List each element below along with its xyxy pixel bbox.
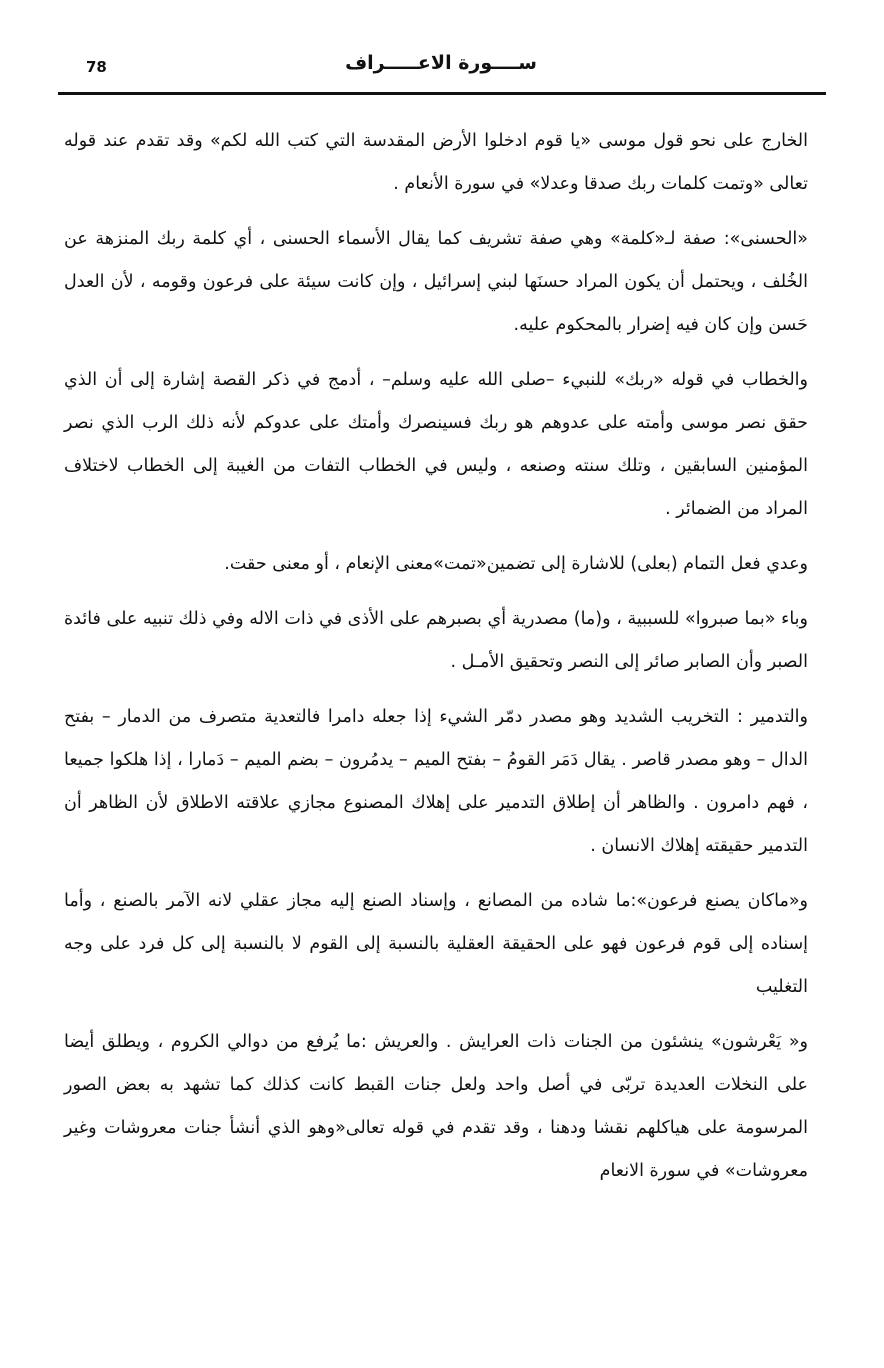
page-number: 78 (86, 58, 107, 76)
paragraph: والتدمير : التخريب الشديد وهو مصدر دمّر الشيء إذا جعله دامرا فالتعدية متصرف من الدمار – بفتح الدال – وهو مصدر قاصر . يقال دَمَر القومُ – بفتح الميم – يدمُرون – بضم الميم – دَمارا ، إذا هلكوا جميعا ، فهم دامرون . والظاهر أن إطلاق التدمير على إهلاك المصنوع مجازي علاقته الاطلاق لأن الظاهر أن التدمير حقيقته إهلاك الانسان . (64, 707, 808, 856)
paragraph: والخطاب في قوله «ربك» للنبيء –صلى الله عليه وسلم– ، أدمج في ذكر القصة إشارة إلى أن الذي حقق نصر موسى وأمته على عدوهم هو ربك فسينصرك وأمتك على عدوكم لأنه ذلك الرب الذي نصر المؤمنين السابقين ، وتلك سنته وصنعه ، وليس في الخطاب التفات من الغيبة إلى الخطاب لاختلاف المراد من الضمائر . (64, 370, 808, 519)
header-rule (58, 92, 826, 95)
paragraph: وعدي فعل التمام (بعلى) للاشارة إلى تضمين«تمت»معنى الإنعام ، أو معنى حقت. (224, 554, 808, 574)
running-title: ســــورة الاعـــــراف (345, 52, 537, 74)
paragraph: الخارج على نحو قول موسى «يا قوم ادخلوا الأرض المقدسة التي كتب الله لكم» وقد تقدم عند قوله تعالى «وتمت كلمات ربك صدقا وعدلا» في سورة الأنعام . (64, 131, 808, 194)
paragraph: «الحسنى»: صفة لـ«كلمة» وهي صفة تشريف كما يقال الأسماء الحسنى ، أي كلمة ربك المنزهة عن الخُلف ، ويحتمل أن يكون المراد حسنَها لبني إسرائيل ، وإن كانت سيئة على فرعون وقومه ، لأن العدل حَسن وإن كان فيه إضرار بالمحكوم عليه. (64, 229, 808, 335)
body-text (64, 120, 808, 1193)
paragraph: و«ماكان يصنع فرعون»:ما شاده من المصانع ، وإسناد الصنع إليه مجاز عقلي لانه الآمر بالصنع ، وأما إسناده إلى قوم فرعون فهو على الحقيقة العقلية بالنسبة إلى القوم لا بالنسبة إلى كل فرد على وجه التغليب (64, 891, 808, 997)
paragraph: وباء «بما صبروا» للسببية ، و(ما) مصدرية أي بصبرهم على الأذى في ذات الاله وفي ذلك تنبيه على فائدة الصبر وأن الصابر صائر إلى النصر وتحقيق الأمـل . (64, 609, 808, 672)
page-header (58, 52, 824, 92)
paragraph: و« يَعْرشون» ينشئون من الجنات ذات العرايش . والعريش :ما يُرفع من دوالي الكروم ، ويطلق أيضا على النخلات العديدة تربّى في أصل واحد ولعل جنات القبط كانت كذلك كما تشهد به بعض الصور المرسومة على هياكلهم نقشا ودهنا ، وقد تقدم في قوله تعالى«وهو الذي أنشأ جنات معروشات وغير معروشات» في سورة الانعام (64, 1032, 808, 1181)
